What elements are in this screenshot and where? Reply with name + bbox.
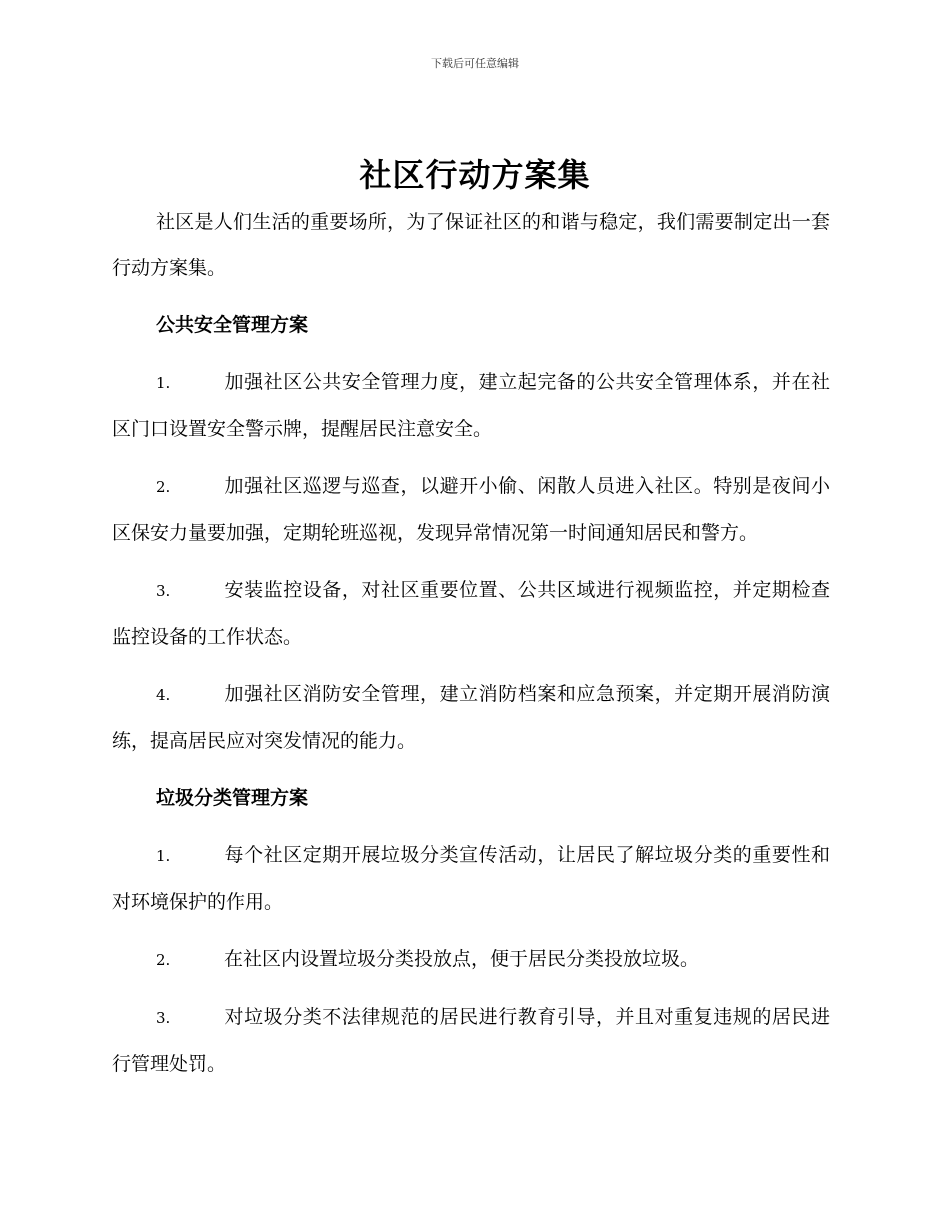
document-title: 社区行动方案集 — [359, 156, 591, 194]
item-number: 4. — [156, 686, 171, 704]
item-number: 2. — [156, 951, 171, 969]
list-item — [112, 463, 830, 556]
item-number: 3. — [156, 1009, 171, 1027]
list-item — [112, 994, 830, 1087]
intro-paragraph: 社区是人们生活的重要场所，为了保证社区的和谐与稳定，我们需要制定出一套行动方案集。 — [112, 211, 830, 279]
item-number: 1. — [156, 847, 171, 865]
item-text: 加强社区消防安全管理，建立消防档案和应急预案，并定期开展消防演练，提高居民应对突发情况的能力。 — [112, 683, 830, 752]
item-text: 加强社区巡逻与巡查，以避开小偷、闲散人员进入社区。特别是夜间小区保安力量要加强，定期轮班巡视，发现异常情况第一时间通知居民和警方。 — [112, 475, 830, 544]
section-heading: 公共安全管理方案 — [156, 314, 309, 336]
list-item — [112, 671, 830, 764]
item-text: 对垃圾分类不法律规范的居民进行教育引导，并且对重复违规的居民进行管理处罚。 — [112, 1006, 830, 1075]
item-text: 在社区内设置垃圾分类投放点，便于居民分类投放垃圾。 — [224, 948, 700, 970]
item-text: 每个社区定期开展垃圾分类宣传活动，让居民了解垃圾分类的重要性和对环境保护的作用。 — [112, 844, 830, 913]
list-item — [112, 936, 830, 983]
item-number: 3. — [156, 582, 171, 600]
list-item — [112, 359, 830, 452]
list-item — [112, 567, 830, 660]
document-body — [112, 199, 830, 1098]
header-note: 下载后可任意编辑 — [431, 57, 519, 70]
item-number: 2. — [156, 478, 171, 496]
item-text: 安装监控设备，对社区重要位置、公共区域进行视频监控，并定期检查监控设备的工作状态。 — [112, 579, 830, 648]
list-item — [112, 832, 830, 925]
section-heading: 垃圾分类管理方案 — [156, 787, 309, 809]
item-number: 1. — [156, 374, 171, 392]
item-text: 加强社区公共安全管理力度，建立起完备的公共安全管理体系，并在社区门口设置安全警示牌，提醒居民注意安全。 — [112, 371, 830, 440]
